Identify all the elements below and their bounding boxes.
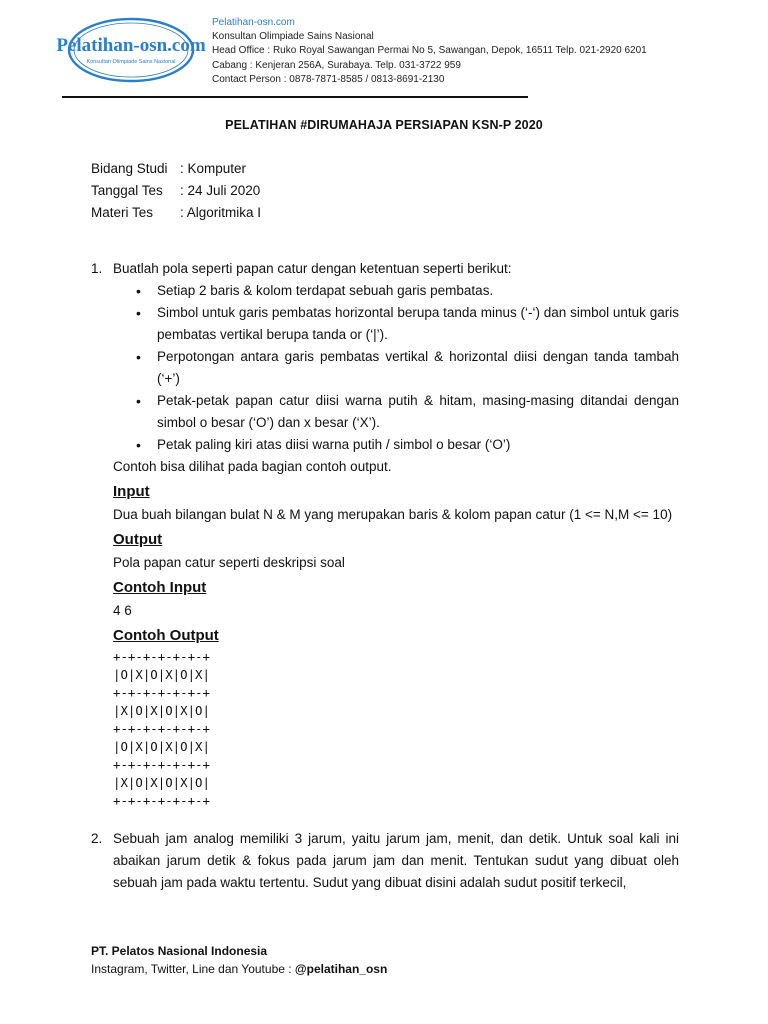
company-logo — [56, 16, 206, 84]
footer-social-prefix: Instagram, Twitter, Line dan Youtube : — [91, 962, 295, 976]
problem-1 — [91, 258, 679, 810]
page-footer — [91, 942, 387, 978]
document-title: PELATIHAN #DIRUMAHAJA PERSIAPAN KSN-P 2020 — [225, 118, 543, 132]
rule-item: • Setiap 2 baris & kolom terdapat sebuah garis pembatas. — [135, 280, 679, 302]
sample-output-line: +-+-+-+-+-+-+ — [113, 757, 210, 772]
meta-key: Bidang Studi — [91, 161, 168, 176]
sample-output-line: +-+-+-+-+-+-+ — [113, 793, 210, 808]
rule-item: • Simbol untuk garis pembatas horizontal berupa tanda minus (‘-‘) dan simbol untuk garis pembatas vertikal berupa tanda or (‘|’). — [135, 302, 679, 346]
header-divider — [62, 96, 528, 98]
logo-subtext: Konsultan Olimpiade Sains Nasional — [86, 59, 176, 65]
header-head-office: Head Office : Ruko Royal Sawangan Permai No 5, Sawangan, Depok, 16511 Telp. 021-2920 6201 — [212, 45, 647, 57]
rule-item: • Petak-petak papan catur diisi warna putih & hitam, masing-masing ditandai dengan simbol o besar (‘O’) dan x besar (‘X’). — [135, 390, 679, 434]
meta-row — [91, 180, 261, 202]
problem-body — [113, 258, 679, 810]
meta-row — [91, 158, 261, 180]
problem-note: Contoh bisa dilihat pada bagian contoh output. — [113, 459, 392, 474]
logo-text: Pelatihan-osn.com — [56, 35, 206, 56]
input-description: Dua buah bilangan bulat N & M yang merupakan baris & kolom papan catur (1 <= N,M <= 10) — [113, 507, 673, 522]
sample-output-line: +-+-+-+-+-+-+ — [113, 685, 210, 700]
problem-list — [91, 258, 679, 894]
header-branch: Cabang : Kenjeran 256A, Surabaya. Telp. 031-3722 959 — [212, 59, 461, 71]
meta-key: Tanggal Tes — [91, 183, 163, 198]
meta-value: : Algoritmika I — [180, 205, 262, 220]
footer-handle: @pelatihan_osn — [294, 962, 388, 976]
problem-number: 1. — [91, 261, 103, 276]
header-site: Pelatihan-osn.com — [212, 17, 295, 28]
output-heading: Output — [113, 531, 163, 548]
test-meta — [91, 158, 261, 224]
header-org: Konsultan Olimpiade Sains Nasional — [212, 31, 374, 43]
sample-output-line: +-+-+-+-+-+-+ — [113, 721, 210, 736]
sample-input-heading: Contoh Input — [113, 579, 207, 596]
problem-body: Sebuah jam analog memiliki 3 jarum, yaitu jarum jam, menit, dan detik. Untuk soal kali ini abaikan jarum detik & fokus pada jarum jam dan menit. Tentukan sudut yang dibuat oleh sebuah jam pada waktu tertentu. Sudut yang dibuat disini adalah sudut positif terkecil, — [113, 831, 679, 890]
problem-number: 2. — [91, 831, 103, 846]
meta-key: Materi Tes — [91, 205, 154, 220]
rule-item: • Petak paling kiri atas diisi warna putih / simbol o besar (‘O’) — [135, 434, 679, 456]
rules-list — [135, 280, 679, 456]
sample-output-line: |X|O|X|O|X|O| — [113, 703, 210, 718]
sample-output-line: |X|O|X|O|X|O| — [113, 775, 210, 790]
sample-output-heading: Contoh Output — [113, 627, 219, 644]
footer-company: PT. Pelatos Nasional Indonesia — [91, 944, 268, 958]
sample-output-line: +-+-+-+-+-+-+ — [113, 649, 210, 664]
rule-item: • Perpotongan antara garis pembatas vertikal & horizontal diisi dengan tanda tambah (‘+’) — [135, 346, 679, 390]
problem-2 — [91, 828, 679, 894]
sample-output-line: |O|X|O|X|O|X| — [113, 667, 210, 682]
header-info — [212, 16, 647, 87]
meta-value: : Komputer — [180, 161, 247, 176]
output-description: Pola papan catur seperti deskripsi soal — [113, 555, 345, 570]
sample-output — [113, 648, 679, 810]
sample-input: 4 6 — [113, 603, 132, 618]
meta-row — [91, 202, 261, 224]
problem-intro: Buatlah pola seperti papan catur dengan ketentuan seperti berikut: — [113, 261, 512, 276]
header-contact: Contact Person : 0878-7871-8585 / 0813-8691-2130 — [212, 73, 445, 85]
input-heading: Input — [113, 483, 150, 500]
meta-value: : 24 Juli 2020 — [180, 183, 261, 198]
footer-social — [91, 960, 387, 978]
sample-output-line: |O|X|O|X|O|X| — [113, 739, 210, 754]
